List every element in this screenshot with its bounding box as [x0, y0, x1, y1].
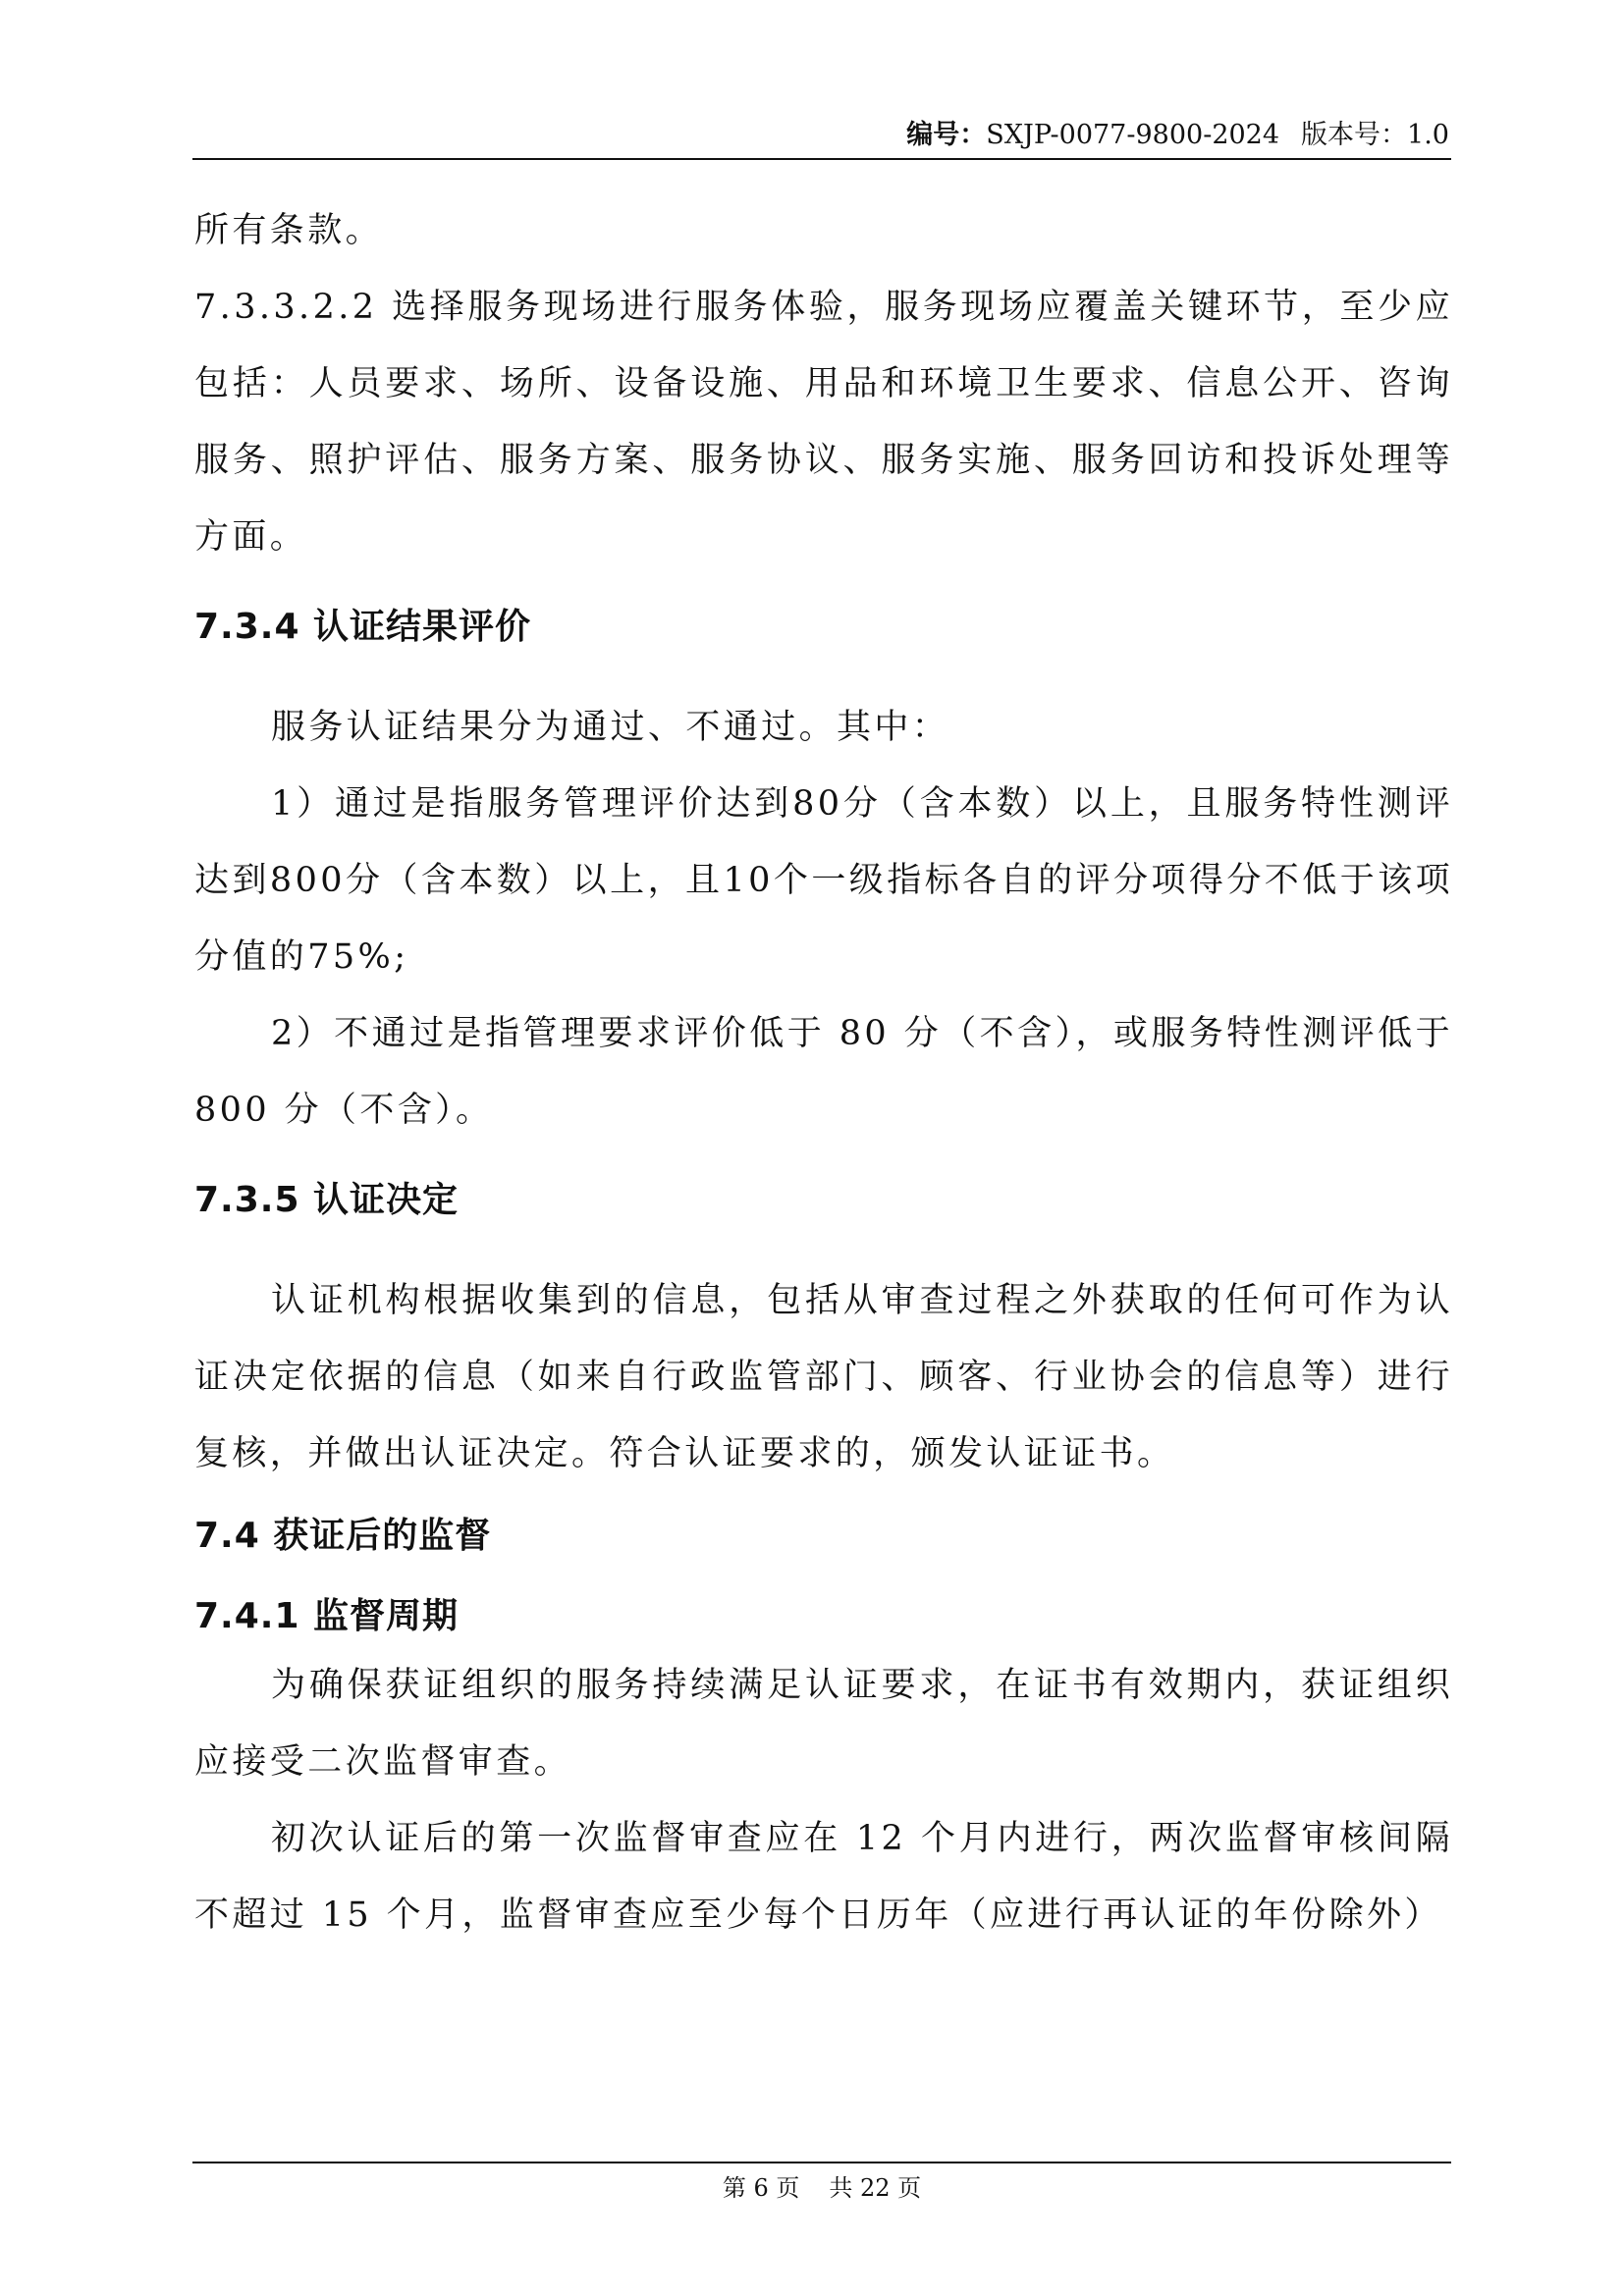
version-value: 1.0 [1407, 120, 1449, 150]
heading-7-3-5: 7.3.5 认证决定 [194, 1180, 460, 1220]
page-header [192, 116, 1449, 155]
paragraph-certification-decision: 认证机构根据收集到的信息，包括从审查过程之外获取的任何可作为认证决定依据的信息（如来自行政监管部门、顾客、行业协会的信息等）进行复核，并做出认证决定。符合认证要求的，颁发认证证书。 [194, 1281, 1453, 1473]
version-label: 版本号： [1301, 120, 1408, 150]
page-number: 第 6 页 [722, 2174, 800, 2202]
paragraph-pass-criteria: 1）通过是指服务管理评价达到80分（含本数）以上，且服务特性测评达到800分（含本数）以上，且10个一级指标各自的评分项得分不低于该项分值的75%; [194, 784, 1453, 977]
document-code-label: 编号： [906, 120, 987, 150]
document-body [194, 192, 1453, 1953]
heading-7-4: 7.4 获证后的监督 [194, 1516, 492, 1556]
page-footer [192, 2171, 1451, 2205]
document-code-value: SXJP-0077-9800-2024 [986, 120, 1280, 150]
paragraph-fail-criteria: 2）不通过是指管理要求评价低于 80 分（不含），或服务特性测评低于 800 分（不含）。 [194, 1014, 1453, 1130]
paragraph-surveillance-timing: 初次认证后的第一次监督审查应在 12 个月内进行，两次监督审核间隔不超过 15 个月，监督审查应至少每个日历年（应进行再认证的年份除外） [194, 1819, 1453, 1935]
paragraph-surveillance-purpose: 为确保获证组织的服务持续满足认证要求，在证书有效期内，获证组织应接受二次监督审查。 [194, 1666, 1453, 1782]
header-divider [192, 158, 1451, 160]
heading-7-3-4: 7.3.4 认证结果评价 [194, 607, 532, 647]
clause-7-3-3-2-2: 7.3.3.2.2 选择服务现场进行服务体验，服务现场应覆盖关键环节，至少应包括：人员要求、场所、设备设施、用品和环境卫生要求、信息公开、咨询服务、照护评估、服务方案、服务协议、服务实施、服务回访和投诉处理等方面。 [194, 288, 1453, 557]
paragraph-result-intro: 服务认证结果分为通过、不通过。其中： [271, 708, 950, 747]
paragraph-continuation: 所有条款。 [194, 211, 384, 250]
heading-7-4-1: 7.4.1 监督周期 [194, 1596, 460, 1636]
footer-divider [192, 2162, 1451, 2163]
page-total: 共 22 页 [829, 2174, 922, 2202]
